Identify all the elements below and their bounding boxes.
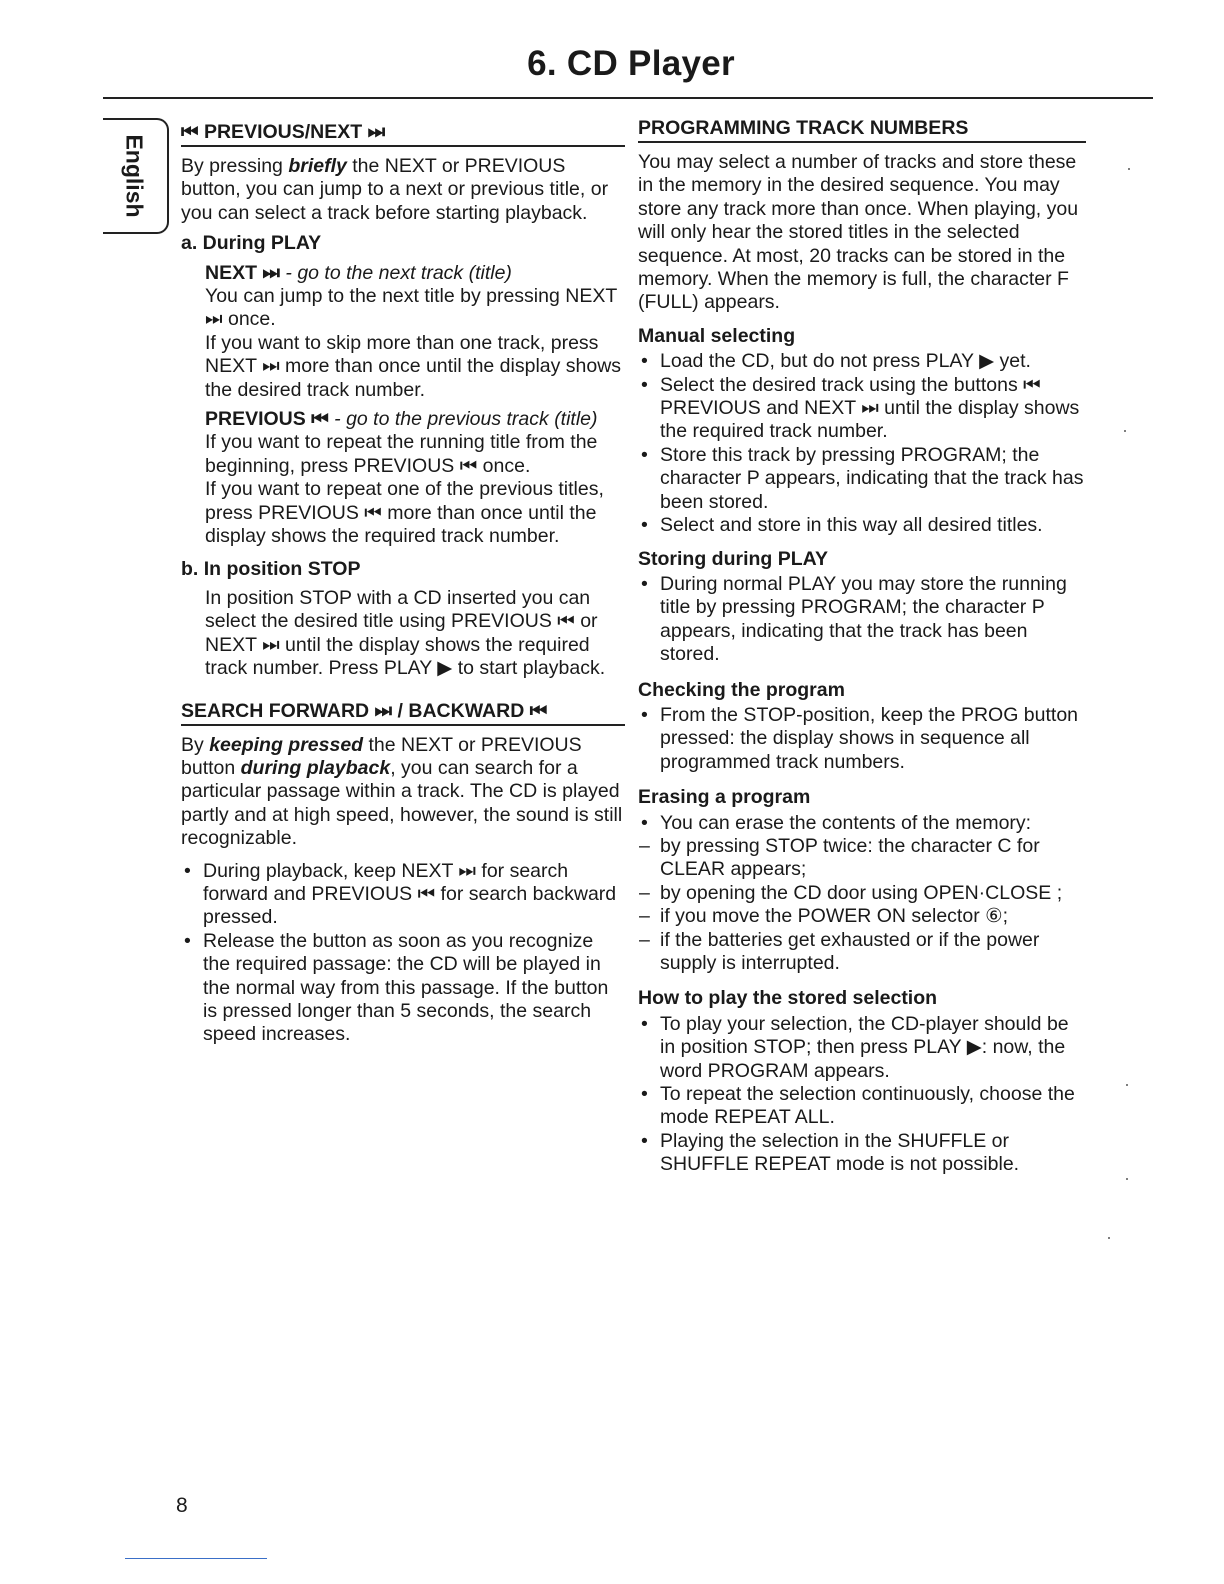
language-tab-label: English (121, 134, 148, 218)
search-intro: By keeping pressed the NEXT or PREVIOUS button during playback, you can search for a particular passage within a track. The CD is played partly and at high speed, however, the sound is still recognizable. (181, 733, 623, 850)
list-item: • Select and store in this way all desired titles. (638, 514, 1086, 537)
in-stop-heading: b. In position STOP (181, 557, 361, 580)
list-item: – if you move the POWER ON selector ⑥; (638, 905, 1086, 928)
page-number: 8 (176, 1494, 188, 1517)
erasing-dash-list (638, 835, 1086, 975)
language-tab (103, 118, 169, 234)
list-item: • Load the CD, but do not press PLAY ▶ yet. (638, 350, 1086, 373)
list-item: – by opening the CD door using OPEN·CLOSE ; (638, 882, 1086, 905)
in-stop-body-wrap (181, 587, 625, 681)
programming-heading: PROGRAMMING TRACK NUMBERS (638, 116, 1086, 143)
search-bullets (181, 860, 625, 1047)
list-item: • Playing the selection in the SHUFFLE or SHUFFLE REPEAT mode is not possible. (638, 1130, 1086, 1177)
page-title: 6. CD Player (527, 44, 735, 83)
list-item: • Store this track by pressing PROGRAM; the character P appears, indicating that the track has been stored. (638, 444, 1086, 514)
scan-speck (1108, 1237, 1110, 1239)
programming-intro: You may select a number of tracks and store these in the memory in the desired sequence. You may store any track more than once. When playing, you will only hear the stored titles in the selected sequence. At most, 20 tracks can be stored in the memory. When the memory is full, the character F (FULL) appears. (638, 151, 1079, 314)
in-stop-body: In position STOP with a CD inserted you can select the desired title using PREVIOUS ⏮ or NEXT ⏭ until the display shows the required track number. Press PLAY ▶ to start playback. (205, 586, 606, 680)
erasing-list (638, 812, 1086, 835)
howto-heading: How to play the stored selection (638, 987, 938, 1010)
prevnext-heading: ⏮ PREVIOUS/NEXT ⏭ (181, 120, 625, 147)
list-item: • To repeat the selection continuously, choose the mode REPEAT ALL. (638, 1083, 1086, 1130)
next-body-2: If you want to skip more than one track, press NEXT ⏭ more than once until the display shows the desired track number. (205, 331, 622, 401)
list-item: • During normal PLAY you may store the running title by pressing PROGRAM; the character P appears, indicating that the track has been stored. (638, 573, 1086, 667)
prevnext-intro: By pressing briefly the NEXT or PREVIOUS button, you can jump to a next or previous title, or you can select a track before starting playback. (181, 155, 609, 224)
scan-speck (1126, 1178, 1128, 1180)
manual-selecting-heading: Manual selecting (638, 324, 796, 347)
scan-speck (1126, 1084, 1128, 1086)
next-body-1: You can jump to the next title by pressing NEXT ⏭ once. (205, 285, 617, 331)
list-item: • During playback, keep NEXT ⏭ for search forward and PREVIOUS ⏮ for search backward pressed. (181, 860, 625, 930)
list-item: • Select the desired track using the buttons ⏮ PREVIOUS and NEXT ⏭ until the display shows the required track number. (638, 374, 1086, 444)
left-column (181, 120, 625, 1047)
title-rule (103, 97, 1153, 99)
right-column (638, 116, 1086, 1177)
storing-heading: Storing during PLAY (638, 547, 828, 570)
list-item: • From the STOP-position, keep the PROG button pressed: the display shows in sequence all programmed track numbers. (638, 704, 1086, 774)
storing-list (638, 573, 1086, 667)
prev-key-line: PREVIOUS ⏮ - go to the previous track (title) (205, 408, 598, 431)
scan-speck (1124, 430, 1126, 432)
list-item: – by pressing STOP twice: the character C for CLEAR appears; (638, 835, 1086, 882)
scan-line (125, 1558, 267, 1559)
checking-heading: Checking the program (638, 678, 845, 701)
list-item: • You can erase the contents of the memory: (638, 812, 1086, 835)
checking-list (638, 704, 1086, 774)
erasing-heading: Erasing a program (638, 786, 811, 809)
during-play-body (181, 262, 625, 549)
next-key-line: NEXT ⏭ - go to the next track (title) (205, 261, 512, 284)
list-item: • To play your selection, the CD-player should be in position STOP; then press PLAY ▶: now, the word PROGRAM appears. (638, 1013, 1086, 1083)
list-item: • Release the button as soon as you recognize the required passage: the CD will be played in the normal way from this passage. If the button is pressed longer than 5 seconds, the search speed increases. (181, 930, 625, 1047)
scan-speck (1128, 168, 1130, 170)
during-play-heading: a. During PLAY (181, 232, 322, 255)
list-item: – if the batteries get exhausted or if the power supply is interrupted. (638, 929, 1086, 976)
prev-body-1: If you want to repeat the running title from the beginning, press PREVIOUS ⏮ once. (205, 431, 598, 477)
search-heading: SEARCH FORWARD ⏭ / BACKWARD ⏮ (181, 699, 625, 726)
manual-selecting-list (638, 350, 1086, 537)
howto-list (638, 1013, 1086, 1177)
prev-body-2: If you want to repeat one of the previous titles, press PREVIOUS ⏮ more than once until the display shows the required track number. (205, 478, 604, 548)
